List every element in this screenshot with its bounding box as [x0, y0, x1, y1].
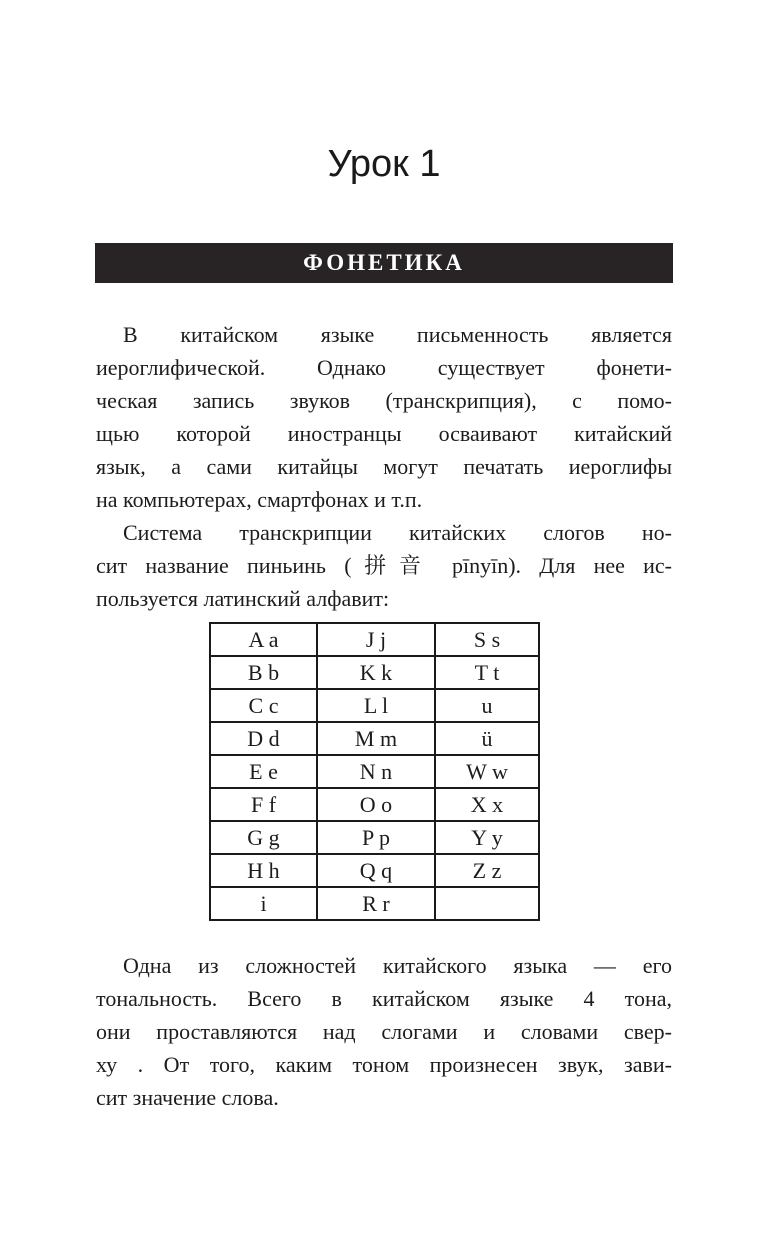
table-cell: S s — [435, 623, 539, 656]
table-cell: G g — [210, 821, 317, 854]
table-cell: A a — [210, 623, 317, 656]
table-cell: R r — [317, 887, 435, 920]
text-line: они проставляются над слогами и словами свер- — [96, 1019, 672, 1044]
table-cell — [435, 887, 539, 920]
text-line: тональность. Всего в китайском языке 4 тона, — [96, 986, 672, 1011]
table-cell: Q q — [317, 854, 435, 887]
table-row — [210, 788, 539, 821]
paragraph-intro — [96, 318, 672, 516]
text-column — [96, 949, 672, 1114]
table-cell: F f — [210, 788, 317, 821]
text-line: язык, а сами китайцы могут печатать иероглифы — [96, 454, 672, 479]
table-cell: u — [435, 689, 539, 722]
table-cell: E e — [210, 755, 317, 788]
table-row — [210, 854, 539, 887]
table-cell: T t — [435, 656, 539, 689]
table-cell: Y y — [435, 821, 539, 854]
table-cell: M m — [317, 722, 435, 755]
text-line: Система транскрипции китайских слогов но- — [123, 520, 672, 545]
text-line: сит название пиньинь (拼音 pīnyīn). Для нее ис- — [96, 553, 672, 578]
text-column — [96, 318, 672, 615]
text-line: ху . От того, каким тоном произнесен звук, зави- — [96, 1052, 672, 1077]
text-line: на компьютерах, смартфонах и т.п. — [96, 487, 423, 512]
table-row — [210, 722, 539, 755]
table-cell: O o — [317, 788, 435, 821]
text-line: Одна из сложностей китайского языка — его — [123, 953, 672, 978]
paragraph-tones — [96, 949, 672, 1114]
text-line: ческая запись звуков (транскрипция), с помо- — [96, 388, 672, 413]
table-row — [210, 623, 539, 656]
table-cell: L l — [317, 689, 435, 722]
paragraph-pinyin — [96, 516, 672, 615]
table-row — [210, 887, 539, 920]
alphabet-table — [209, 622, 540, 921]
text-line: щью которой иностранцы осваивают китайский — [96, 421, 672, 446]
table-row — [210, 821, 539, 854]
table-cell: W w — [435, 755, 539, 788]
section-heading: ФОНЕТИКА — [303, 250, 465, 275]
table-cell: Z z — [435, 854, 539, 887]
table-cell: B b — [210, 656, 317, 689]
table-cell: H h — [210, 854, 317, 887]
table-cell: D d — [210, 722, 317, 755]
table-row — [210, 656, 539, 689]
table-cell: X x — [435, 788, 539, 821]
table-cell: P p — [317, 821, 435, 854]
text-line: пользуется латинский алфавит: — [96, 586, 390, 611]
text-line: сит значение слова. — [96, 1085, 279, 1110]
table-cell: ü — [435, 722, 539, 755]
table-cell: N n — [317, 755, 435, 788]
text-line: В китайском языке письменность является — [123, 322, 672, 347]
table-row — [210, 689, 539, 722]
section-banner — [95, 243, 673, 283]
page-title: Урок 1 — [327, 143, 441, 185]
text-line: иероглифической. Однако существует фонети- — [96, 355, 672, 380]
table-cell: C c — [210, 689, 317, 722]
table-cell: i — [210, 887, 317, 920]
table-row — [210, 755, 539, 788]
table-cell: K k — [317, 656, 435, 689]
table-cell: J j — [317, 623, 435, 656]
